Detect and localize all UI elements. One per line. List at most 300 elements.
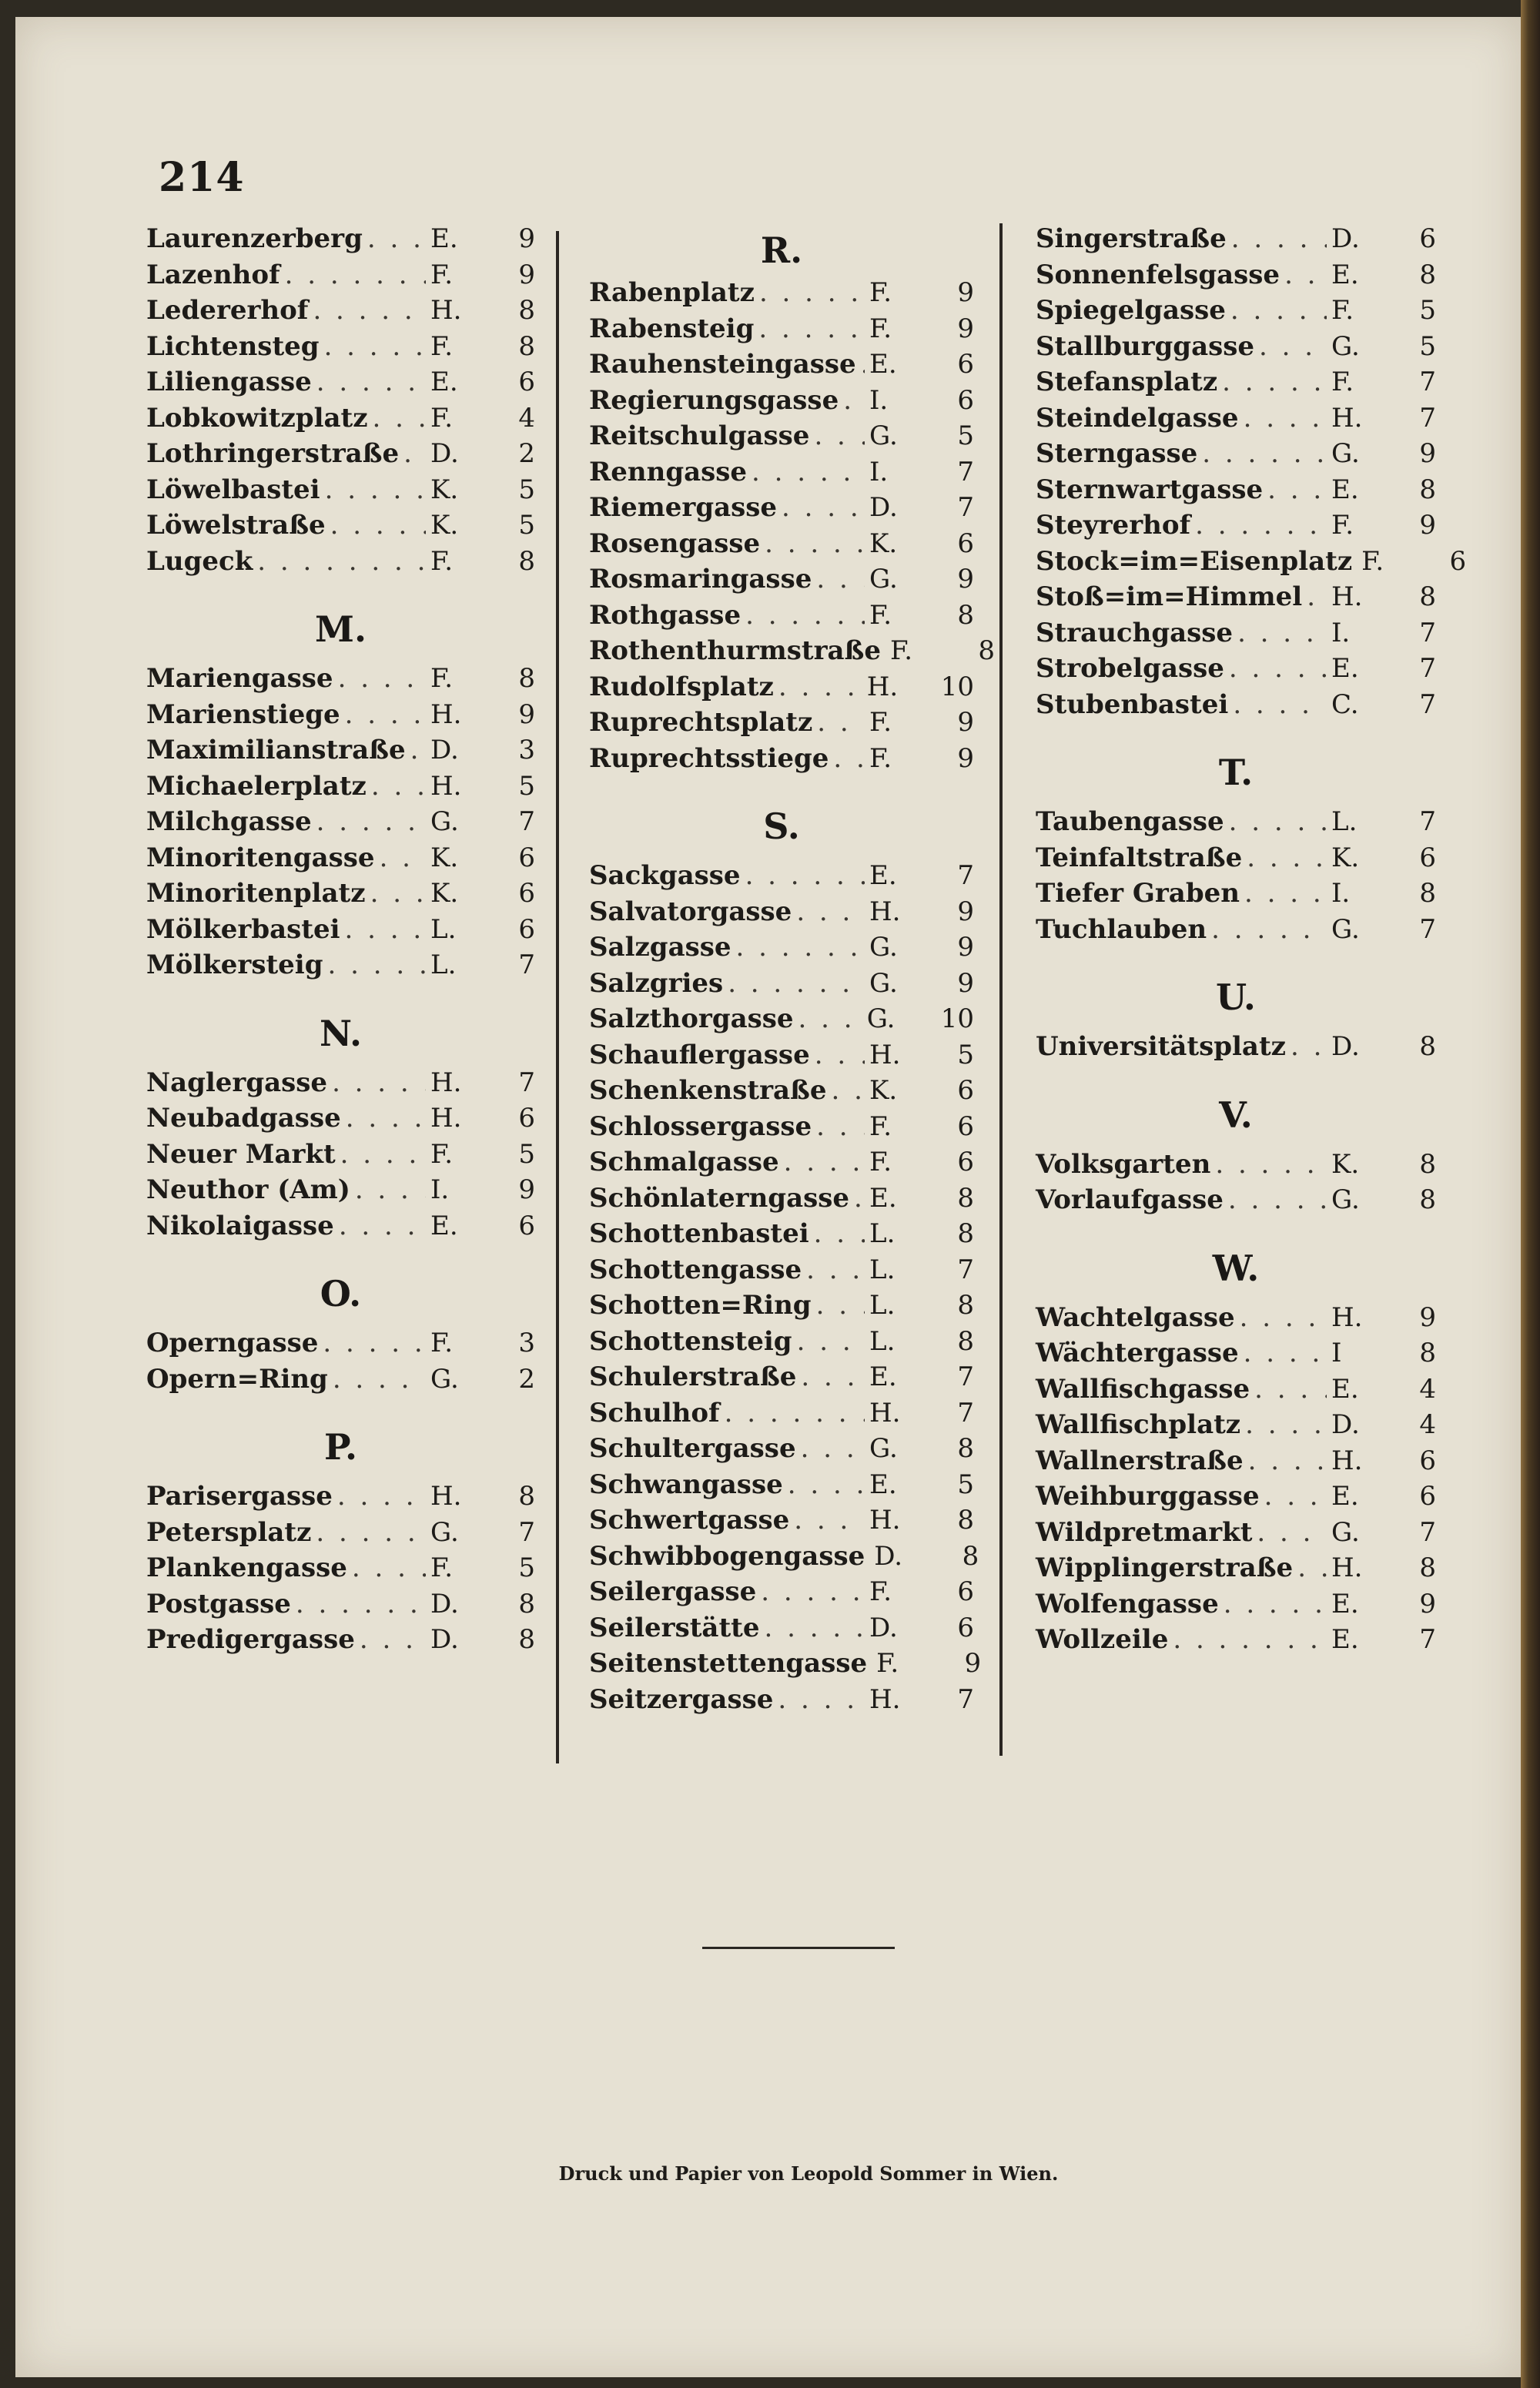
street-name: Schauflergasse (589, 1039, 810, 1070)
dot-leader (784, 1147, 865, 1177)
dot-leader (816, 564, 865, 594)
index-entry (1036, 689, 1436, 725)
dot-leader (794, 1505, 865, 1536)
grid-letter: K. (430, 510, 459, 541)
grid-number: 6 (518, 367, 535, 397)
grid-number: 9 (1419, 1301, 1436, 1333)
grid-number: 2 (518, 438, 535, 469)
dot-leader (745, 860, 865, 891)
grid-letter: E. (1331, 1624, 1359, 1655)
dot-leader (833, 743, 865, 774)
dot-leader (1244, 878, 1327, 909)
grid-letter: H. (866, 671, 899, 702)
index-entry (1036, 367, 1436, 403)
grid-letter: K. (869, 528, 898, 559)
section-letter-heading: W. (1212, 1247, 1260, 1289)
street-name: Plankengasse (146, 1552, 347, 1583)
grid-letter: H. (1331, 581, 1363, 612)
grid-number: 6 (1419, 1445, 1436, 1476)
grid-letter: H. (1331, 1301, 1363, 1333)
index-entry (1036, 1374, 1436, 1410)
index-entry (146, 1517, 535, 1553)
grid-letter: I. (1331, 617, 1351, 648)
index-entry (1036, 1409, 1436, 1445)
dot-leader (1202, 438, 1327, 469)
dot-leader (1259, 331, 1327, 362)
grid-letter: H. (1331, 1445, 1363, 1476)
index-entry (146, 510, 535, 546)
grid-letter: H. (1331, 1552, 1363, 1583)
index-entry (589, 1648, 982, 1684)
index-entry (589, 492, 974, 528)
grid-letter: F. (1331, 295, 1354, 326)
grid-letter: F. (430, 402, 454, 434)
street-name: Neuthor (Am) (146, 1174, 350, 1205)
index-entry (589, 564, 974, 600)
grid-letter: E. (1331, 1373, 1359, 1405)
dot-leader (814, 1218, 865, 1249)
grid-number: 5 (518, 1138, 535, 1170)
index-entry (1036, 545, 1467, 582)
index-entry (589, 1505, 974, 1541)
street-name: Rothenthurmstraße (589, 635, 881, 666)
index-entry (146, 1624, 535, 1660)
dot-leader (346, 1103, 426, 1134)
grid-letter: C. (1331, 688, 1359, 720)
grid-letter: E. (869, 1182, 897, 1214)
grid-letter: K. (1331, 842, 1360, 873)
index-entry (146, 1174, 535, 1211)
index-entry (589, 277, 974, 313)
grid-letter: K. (430, 474, 459, 505)
grid-letter: G. (430, 1516, 459, 1548)
grid-letter: F. (430, 259, 454, 290)
grid-number: 9 (957, 896, 974, 927)
index-entry (1036, 1481, 1436, 1517)
grid-number: 4 (1419, 1373, 1436, 1405)
grid-number: 7 (957, 456, 974, 487)
printer-imprint: Druck und Papier von Leopold Sommer in Wien. (558, 2162, 1059, 2185)
street-name: Nikolaigasse (146, 1210, 334, 1241)
grid-number: 8 (1419, 878, 1436, 909)
grid-letter: K. (1331, 1148, 1360, 1180)
index-entry (1036, 1517, 1436, 1553)
grid-number: 8 (957, 1433, 974, 1464)
grid-letter: L. (869, 1290, 896, 1321)
dot-leader (1297, 1552, 1327, 1583)
index-entry (589, 1183, 974, 1219)
dot-leader (337, 1481, 426, 1512)
grid-number: 7 (518, 950, 535, 980)
grid-letter: G. (869, 932, 898, 963)
grid-letter: F. (430, 545, 454, 577)
index-entry (1036, 474, 1436, 511)
dot-leader (778, 1684, 865, 1715)
grid-number: 2 (518, 1363, 535, 1395)
grid-number: 8 (957, 1182, 974, 1214)
index-entry (1036, 581, 1436, 618)
street-name: Rabensteig (589, 313, 755, 344)
street-name: Stallburggasse (1036, 330, 1255, 362)
grid-number: 6 (957, 1612, 974, 1643)
street-name: Predigergasse (146, 1624, 355, 1655)
grid-number: 6 (957, 1576, 974, 1607)
grid-number: 8 (957, 1218, 974, 1249)
index-entry (146, 1211, 535, 1247)
street-name: Salzthorgasse (589, 1003, 794, 1034)
grid-letter: F. (876, 1648, 899, 1679)
grid-letter: F. (869, 742, 892, 774)
grid-number: 5 (957, 420, 974, 451)
grid-letter: L. (869, 1254, 896, 1285)
dot-leader (1307, 581, 1327, 612)
grid-letter: G. (1331, 330, 1360, 362)
grid-number: 4 (1419, 1409, 1436, 1440)
dot-leader (814, 420, 865, 451)
grid-letter: L. (869, 1325, 896, 1357)
grid-number: 8 (518, 1481, 535, 1512)
grid-number: 8 (962, 1540, 979, 1572)
street-name: Marienstiege (146, 698, 340, 730)
index-entry (1036, 1552, 1436, 1589)
grid-letter: G. (1331, 438, 1360, 469)
column-divider-1 (556, 231, 559, 1763)
index-entry (146, 403, 535, 439)
index-entry (589, 896, 974, 933)
index-entry (589, 1003, 974, 1040)
street-name: Lazenhof (146, 259, 280, 290)
index-entry (146, 1364, 535, 1400)
grid-number: 8 (1419, 259, 1436, 290)
dot-leader (360, 1624, 426, 1655)
street-name: Parisergasse (146, 1481, 333, 1512)
index-entry (1036, 806, 1436, 842)
index-entry (589, 1147, 974, 1183)
section-letter-heading: V. (1219, 1094, 1253, 1136)
dot-leader (328, 950, 427, 980)
index-entry (589, 968, 974, 1004)
street-name: Schultergasse (589, 1433, 796, 1464)
section-letter-heading: M. (315, 608, 367, 650)
index-entry (589, 1540, 979, 1577)
street-name: Mölkersteig (146, 950, 323, 980)
grid-number: 5 (518, 1552, 535, 1583)
street-name: Maximilianstraße (146, 735, 406, 765)
grid-letter: E. (869, 349, 897, 380)
grid-letter: H. (430, 1067, 462, 1098)
dot-leader (725, 1398, 865, 1428)
dot-leader (1284, 260, 1327, 290)
grid-number: 8 (957, 1290, 974, 1321)
grid-letter: D. (869, 1612, 898, 1643)
dot-leader (1247, 842, 1327, 873)
street-name: Salzgries (589, 967, 724, 999)
grid-letter: F. (869, 599, 892, 631)
dot-leader (758, 313, 865, 344)
grid-number: 6 (957, 349, 974, 380)
index-entry (146, 474, 535, 511)
grid-number: 6 (1419, 1481, 1436, 1512)
street-name: Liliengasse (146, 367, 312, 397)
index-entry (1036, 1589, 1436, 1625)
grid-number: 6 (1419, 842, 1436, 873)
grid-letter: D. (430, 735, 459, 765)
index-entry (146, 1139, 535, 1175)
dot-leader (345, 699, 426, 730)
grid-letter: F. (430, 330, 454, 362)
street-name: Rosmaringasse (589, 564, 812, 594)
grid-letter: D. (430, 1588, 459, 1619)
street-name: Reitschulgasse (589, 420, 810, 451)
grid-letter: F. (1361, 545, 1384, 577)
grid-number: 4 (518, 402, 535, 434)
dot-leader (765, 528, 865, 559)
index-entry (146, 1103, 535, 1139)
grid-number: 7 (1419, 1624, 1436, 1655)
street-name: Wachtelgasse (1036, 1301, 1235, 1333)
index-entry (146, 806, 535, 842)
index-entry (1036, 842, 1436, 879)
street-name: Seilerstätte (589, 1612, 760, 1643)
section-letter-heading: T. (1218, 752, 1254, 793)
grid-number: 8 (1419, 474, 1436, 505)
street-name: Wächtergasse (1036, 1338, 1239, 1368)
street-name: Wallfischplatz (1036, 1409, 1241, 1440)
grid-letter: E. (869, 1469, 897, 1500)
dot-leader (788, 1469, 865, 1500)
street-name: Tiefer Graben (1036, 878, 1240, 909)
grid-number: 7 (518, 1516, 535, 1548)
index-entry (589, 1111, 974, 1147)
dot-leader (798, 1003, 862, 1034)
index-entry (589, 1075, 974, 1111)
index-entry (589, 1040, 974, 1076)
street-name: Schwertgasse (589, 1505, 790, 1536)
grid-number: 9 (1419, 1588, 1436, 1619)
index-entry (1036, 1149, 1436, 1185)
grid-number: 9 (957, 967, 974, 999)
grid-letter: E. (430, 223, 458, 254)
index-entry (1036, 1302, 1436, 1338)
grid-letter: H. (430, 770, 462, 802)
dot-leader (806, 1254, 865, 1285)
grid-number: 9 (957, 564, 974, 594)
street-name: Taubengasse (1036, 806, 1224, 837)
dot-leader (797, 1326, 865, 1357)
index-entry (146, 1481, 535, 1517)
grid-letter: G. (869, 1433, 898, 1464)
street-name: Rothgasse (589, 599, 742, 631)
grid-letter: E. (1331, 653, 1359, 684)
index-entry (589, 1433, 974, 1469)
grid-number: 6 (1419, 223, 1436, 254)
grid-number: 9 (1419, 510, 1436, 541)
street-name: Operngasse (146, 1328, 319, 1358)
dot-leader (296, 1589, 426, 1619)
street-name: Sterngasse (1036, 438, 1198, 469)
grid-number: 10 (940, 671, 974, 702)
grid-number: 3 (518, 1328, 535, 1358)
section-letter-heading: N. (319, 1012, 363, 1054)
street-name: Regierungsgasse (589, 384, 839, 416)
index-entry (589, 1326, 974, 1362)
dot-leader (1254, 1374, 1327, 1405)
street-name: Sonnenfelsgasse (1036, 259, 1281, 290)
grid-number: 8 (1419, 581, 1436, 612)
grid-number: 5 (957, 1469, 974, 1500)
dot-leader (1230, 295, 1327, 326)
dot-leader (801, 1361, 865, 1392)
street-name: Riemergasse (589, 492, 778, 523)
grid-letter: H. (430, 1103, 462, 1134)
grid-letter: F. (430, 1328, 454, 1358)
index-entry (589, 707, 974, 743)
grid-letter: H. (869, 1397, 901, 1428)
grid-number: 9 (957, 313, 974, 344)
street-name: Schulerstraße (589, 1361, 797, 1392)
index-entry (1036, 223, 1436, 260)
dot-leader (316, 806, 426, 837)
index-entry (1036, 260, 1436, 296)
grid-letter: G. (869, 967, 898, 999)
street-name: Vorlaufgasse (1036, 1184, 1224, 1215)
index-entry (1036, 403, 1436, 439)
grid-number: 9 (957, 742, 974, 774)
grid-letter: L. (869, 1218, 896, 1249)
grid-letter: F. (869, 277, 892, 308)
grid-letter: E. (869, 860, 897, 891)
end-rule (702, 1947, 895, 1949)
street-name: Schwibbogengasse (589, 1540, 865, 1572)
index-entry (146, 295, 535, 331)
index-entry (146, 1067, 535, 1104)
grid-number: 6 (518, 913, 535, 945)
grid-number: 6 (1449, 545, 1467, 577)
grid-number: 7 (1419, 806, 1436, 837)
grid-letter: F. (1331, 510, 1354, 541)
grid-number: 8 (1419, 1184, 1436, 1215)
grid-letter: F. (430, 1552, 454, 1583)
street-name: Singerstraße (1036, 223, 1227, 254)
section-letter-heading: O. (320, 1273, 362, 1315)
grid-number: 8 (957, 1505, 974, 1536)
grid-number: 9 (957, 707, 974, 738)
index-entry (589, 672, 974, 708)
grid-number: 8 (518, 1588, 535, 1619)
dot-leader (370, 878, 426, 909)
grid-number: 9 (957, 932, 974, 963)
index-column-3 (1036, 223, 1467, 1660)
dot-leader (752, 457, 865, 487)
grid-number: 6 (518, 878, 535, 909)
street-name: Rabenplatz (589, 277, 755, 308)
index-entry (589, 600, 974, 636)
grid-number: 5 (518, 510, 535, 541)
index-entry (146, 1589, 535, 1625)
dot-leader (355, 1174, 426, 1205)
grid-letter: I. (869, 456, 889, 487)
section-letter-heading: U. (1216, 976, 1256, 1018)
street-name: Steindelgasse (1036, 402, 1239, 434)
grid-number: 8 (518, 330, 535, 362)
grid-number: 6 (957, 528, 974, 559)
index-entry (146, 842, 535, 879)
grid-letter: G. (1331, 1516, 1360, 1548)
street-name: Strobelgasse (1036, 653, 1224, 684)
grid-number: 6 (957, 1147, 974, 1177)
grid-number: 7 (957, 1683, 974, 1715)
grid-letter: H. (869, 1683, 901, 1715)
grid-letter: F. (869, 1110, 892, 1142)
street-name: Schottengasse (589, 1254, 802, 1285)
grid-number: 7 (518, 806, 535, 837)
dot-leader (1264, 1481, 1327, 1512)
street-name: Schwangasse (589, 1469, 783, 1500)
dot-leader (316, 1517, 426, 1548)
grid-letter: H. (430, 698, 462, 730)
grid-number: 6 (957, 384, 974, 416)
index-entry (1036, 438, 1436, 474)
dot-leader (1229, 653, 1327, 684)
street-name: Wallfischgasse (1036, 1373, 1250, 1405)
index-entry (589, 1218, 974, 1254)
street-name: Löwelstraße (146, 510, 326, 541)
street-name: Seitzergasse (589, 1683, 774, 1715)
grid-letter: D. (874, 1540, 903, 1572)
grid-letter: I (1331, 1338, 1342, 1368)
dot-leader (1211, 914, 1327, 945)
index-entry (1036, 653, 1436, 689)
dot-leader (1222, 367, 1327, 397)
grid-number: 6 (518, 1103, 535, 1134)
index-entry (146, 1552, 535, 1589)
street-name: Schönlaterngasse (589, 1182, 850, 1214)
grid-number: 8 (957, 1325, 974, 1357)
index-entry (1036, 914, 1436, 950)
dot-leader (325, 474, 426, 505)
grid-number: 6 (518, 1210, 535, 1241)
grid-number: 8 (957, 599, 974, 631)
dot-leader (1237, 618, 1327, 648)
index-entry (146, 367, 535, 403)
grid-letter: G. (430, 1363, 459, 1395)
street-name: Renngasse (589, 456, 748, 487)
street-name: Teinfaltstraße (1036, 842, 1243, 873)
dot-leader (1195, 510, 1327, 541)
grid-letter: F. (869, 707, 892, 738)
grid-number: 8 (518, 295, 535, 326)
dot-leader (313, 295, 426, 326)
dot-leader (380, 842, 426, 873)
street-name: Schmalgasse (589, 1147, 779, 1177)
index-entry (589, 385, 974, 421)
index-entry (589, 1684, 974, 1720)
section-letter-heading: S. (763, 805, 800, 847)
grid-number: 5 (957, 1039, 974, 1070)
grid-number: 8 (1419, 1148, 1436, 1180)
dot-leader (367, 223, 426, 254)
index-entry (589, 457, 974, 493)
dot-leader (861, 349, 865, 380)
index-entry (589, 1290, 974, 1326)
grid-letter: H. (430, 295, 462, 326)
street-name: Michaelerplatz (146, 770, 367, 802)
index-entry (146, 699, 535, 735)
dot-leader (1257, 1517, 1327, 1548)
grid-letter: D. (430, 438, 459, 469)
dot-leader (1224, 1589, 1327, 1619)
grid-number: 8 (1419, 1031, 1436, 1062)
